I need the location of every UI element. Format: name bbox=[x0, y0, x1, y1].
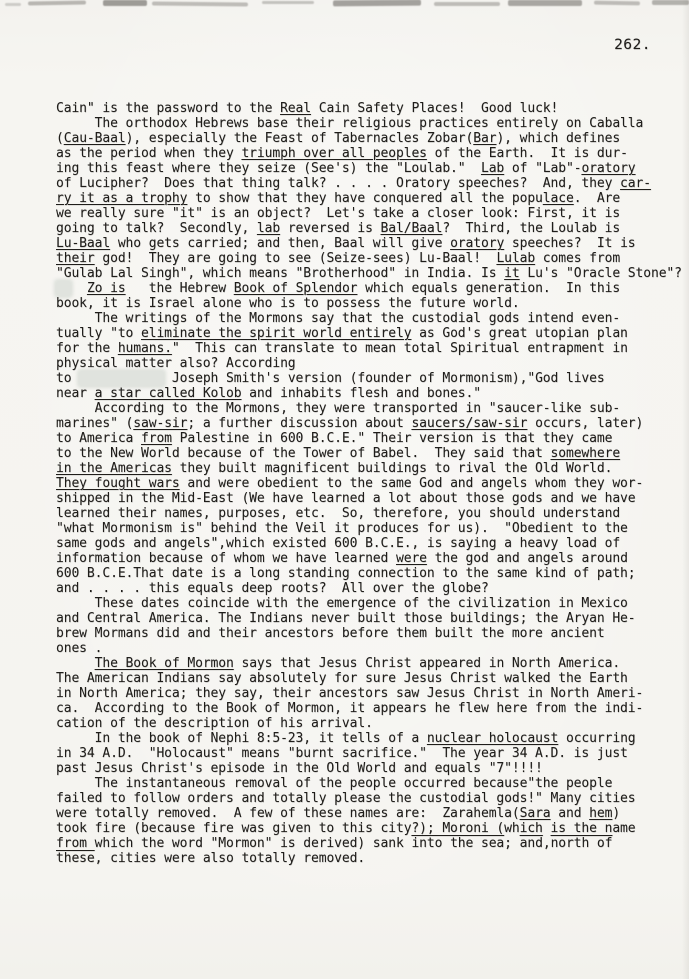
text-line bbox=[56, 446, 682, 461]
scan-artifact bbox=[333, 0, 421, 6]
scan-artifact bbox=[508, 0, 582, 6]
text-segment: book, it is Israel alone who is to possess the future world. bbox=[56, 296, 520, 311]
text-segment: brew Mormans did and their ancestors before them built the more ancient bbox=[56, 626, 605, 641]
underlined-text: Lab bbox=[480, 161, 505, 176]
text-segment: in 34 A.D. "Holocaust" means "burnt sacrifice." The year 34 A.D. is just bbox=[56, 746, 628, 761]
text-line bbox=[56, 716, 682, 731]
text-segment: were totally removed. A few of these names are: Zarahemla( bbox=[56, 806, 520, 821]
underlined-text: saw-sir bbox=[133, 416, 188, 431]
text-line bbox=[56, 251, 682, 266]
overstruck-text: $\overline{and}$ bbox=[519, 836, 543, 851]
text-segment: speeches? It is bbox=[504, 236, 636, 251]
text-segment: In the book of Nephi 8:5-23, it tells of a bbox=[56, 731, 427, 746]
underlined-text: in the Americas bbox=[56, 461, 172, 476]
text-line bbox=[56, 146, 682, 161]
underlined-text: Zo is bbox=[86, 281, 126, 296]
text-line bbox=[56, 386, 682, 401]
text-line bbox=[56, 356, 682, 371]
text-segment: and . . . . this equals deep roots? All over the globe? bbox=[56, 581, 489, 596]
text-segment: The American Indians say absolutely for sure Jesus Christ walked the Earth bbox=[56, 671, 628, 686]
text-segment bbox=[71, 281, 86, 296]
text-segment: " This can translate to mean total Spiritual entrapment in bbox=[171, 341, 628, 356]
text-segment: Lu's "Oracle Stone"? bbox=[519, 266, 682, 281]
text-segment: cation of the description of his arrival. bbox=[56, 716, 373, 731]
text-line bbox=[56, 686, 682, 701]
text-segment: and bbox=[550, 806, 590, 821]
text-segment: as God's great utopian plan bbox=[411, 326, 628, 341]
text-line bbox=[56, 656, 682, 671]
underlined-text: it bbox=[504, 266, 520, 281]
underlined-text: their bbox=[56, 251, 95, 266]
underlined-text: Sara bbox=[519, 806, 551, 821]
text-line bbox=[56, 176, 682, 191]
text-line bbox=[56, 371, 682, 386]
text-segment: Palestine in 600 B.C.E." Their version is that they came bbox=[171, 431, 613, 446]
text-segment: physical matter also? According bbox=[56, 356, 296, 371]
text-segment: from which the word "Mormon" is derived) sank bbox=[56, 836, 412, 851]
scan-artifact bbox=[28, 0, 86, 5]
text-segment: we really sure "it" is an object? Let's take a closer look: First, it is bbox=[56, 206, 621, 221]
text-segment: shipped in the Mid-East (We have learned a lot about those gods and we have bbox=[56, 491, 636, 506]
text-segment: occurs, later) bbox=[527, 416, 644, 431]
text-segment: for the bbox=[56, 341, 118, 356]
text-line bbox=[56, 806, 682, 821]
text-line bbox=[56, 266, 682, 281]
underlined-text: were bbox=[395, 551, 427, 566]
text-segment: as the period when they bbox=[56, 146, 242, 161]
text-line bbox=[56, 281, 682, 296]
text-segment: near bbox=[56, 386, 95, 401]
text-line bbox=[56, 491, 682, 506]
text-line bbox=[56, 101, 682, 116]
text-line bbox=[56, 296, 682, 311]
text-segment: who gets carried; and then, Baal will give bbox=[110, 236, 451, 251]
text-line bbox=[56, 851, 682, 866]
text-segment: , cities were also totally removed. bbox=[94, 851, 366, 866]
text-segment: took fire (because fire was given to this city?); Moroni (which is the name bbox=[56, 821, 636, 836]
text-segment: to bbox=[56, 371, 80, 386]
text-segment: ; bbox=[504, 836, 520, 851]
overstruck-text: into the sea bbox=[411, 836, 505, 851]
scan-artifact bbox=[594, 1, 640, 6]
text-segment: tually "to bbox=[56, 326, 141, 341]
text-segment: to show that they have conquered all the popu bbox=[187, 191, 543, 206]
text-segment: ( bbox=[56, 131, 64, 146]
scan-artifact bbox=[5, 3, 21, 6]
text-line bbox=[56, 131, 682, 146]
text-segment: in North America; they say, their ancestors saw Jesus Christ in North Ameri- bbox=[56, 686, 644, 701]
text-segment: "what Mormonism is" behind the Veil it produces for us). "Obedient to the bbox=[56, 521, 628, 536]
text-line bbox=[56, 341, 682, 356]
text-segment: reversed is bbox=[280, 221, 381, 236]
text-line bbox=[56, 776, 682, 791]
text-segment: , bbox=[542, 836, 551, 851]
text-segment: ), especially the Feast of Tabernacles Zobar( bbox=[125, 131, 474, 146]
scan-artifact bbox=[434, 2, 500, 6]
text-line bbox=[56, 536, 682, 551]
text-line bbox=[56, 761, 682, 776]
text-line bbox=[56, 671, 682, 686]
text-line bbox=[56, 206, 682, 221]
underlined-text: Bal/Baal bbox=[380, 221, 443, 236]
text-line bbox=[56, 521, 682, 536]
underlined-text: lace bbox=[542, 191, 574, 206]
text-segment: "Gulab Lal Singh", which means "Brotherhood" in India. Is bbox=[56, 266, 505, 281]
text-segment: comes from bbox=[535, 251, 621, 266]
text-segment: ing this feast where they seize (See's) the "Loulab." bbox=[56, 161, 481, 176]
text-segment: ) bbox=[612, 806, 621, 821]
text-segment: The instantaneous removal of the people occurred because"the people bbox=[56, 776, 613, 791]
text-line bbox=[56, 476, 682, 491]
scan-artifact bbox=[152, 1, 248, 6]
text-line bbox=[56, 836, 682, 851]
text-line bbox=[56, 731, 682, 746]
text-segment: failed to follow orders and totally please the custodial gods!" Many cities bbox=[56, 791, 636, 806]
text-segment: Cain Safety Places! Good luck! bbox=[311, 101, 559, 116]
text-segment: The writings of the Mormons say that the custodial gods intend even- bbox=[56, 311, 621, 326]
text-segment: of "Lab"- bbox=[504, 161, 582, 176]
underlined-text: lab bbox=[256, 221, 281, 236]
text-line bbox=[56, 551, 682, 566]
text-line bbox=[56, 431, 682, 446]
underlined-text: Bar bbox=[473, 131, 497, 146]
text-segment: going to talk? Secondly, bbox=[56, 221, 257, 236]
text-line bbox=[56, 116, 682, 131]
text-segment bbox=[56, 656, 95, 671]
underlined-text: a star called Kolob bbox=[94, 386, 242, 401]
whiteout-smudge bbox=[56, 281, 71, 296]
text-line bbox=[56, 566, 682, 581]
text-line bbox=[56, 191, 682, 206]
underlined-text: hem bbox=[589, 806, 613, 821]
text-segment: ones . bbox=[56, 641, 103, 656]
text-segment: ca. According to the Book of Mormon, it appears he flew here from the indi- bbox=[56, 701, 644, 716]
text-segment: to the New World because of the Tower of Babel. They said that bbox=[56, 446, 551, 461]
underlined-text: The Book of Mormon bbox=[94, 656, 234, 671]
underlined-text: Lulab bbox=[496, 251, 536, 266]
page-number: 262. bbox=[614, 37, 651, 53]
underlined-text: eliminate the spirit world entirely bbox=[141, 326, 412, 341]
text-line bbox=[56, 746, 682, 761]
text-segment: According to the Mormons, they were transported in "saucer-like sub- bbox=[56, 401, 621, 416]
text-line bbox=[56, 611, 682, 626]
text-segment: Joseph Smith's version (founder of Mormonism),"God lives bbox=[164, 371, 605, 386]
underlined-text: Cau-Baal bbox=[63, 131, 126, 146]
text-segment: which equals generation. In this bbox=[357, 281, 621, 296]
text-segment: they built magnificent buildings to rival the Old World. bbox=[171, 461, 613, 476]
text-segment: and inhabits flesh and bones." bbox=[241, 386, 481, 401]
text-line bbox=[56, 401, 682, 416]
underlined-text: oratory bbox=[581, 161, 636, 176]
text-segment: . Are bbox=[573, 191, 621, 206]
text-line bbox=[56, 791, 682, 806]
underlined-text: from bbox=[141, 431, 172, 446]
text-segment: ? Third, the Loulab is bbox=[442, 221, 621, 236]
document-text bbox=[56, 101, 682, 866]
text-segment: 600 B.C.E.That date is a long standing connection to the same kind of path; bbox=[56, 566, 636, 581]
text-segment: learned their names, purposes, etc. So, therefore, you should understand bbox=[56, 506, 621, 521]
text-line bbox=[56, 701, 682, 716]
text-segment: These dates coincide with the emergence of the civilization in Mexico bbox=[56, 596, 628, 611]
underlined-text: Real bbox=[280, 101, 311, 116]
underlined-text: ry it as a trophy bbox=[56, 191, 188, 206]
text-line bbox=[56, 311, 682, 326]
text-segment: The orthodox Hebrews base their religious practices entirely on Caballa bbox=[56, 116, 644, 131]
text-segment: past Jesus Christ's episode in the Old World and equals "7"!!!! bbox=[56, 761, 543, 776]
underlined-text: triumph over all peoples bbox=[241, 146, 427, 161]
overstruck-text: these bbox=[56, 851, 95, 866]
underlined-text: car- bbox=[620, 176, 651, 191]
text-line bbox=[56, 221, 682, 236]
underlined-text: humans. bbox=[117, 341, 172, 356]
overstruck-text: north of bbox=[550, 836, 613, 851]
text-line bbox=[56, 596, 682, 611]
text-line bbox=[56, 236, 682, 251]
underlined-text: Lu-Baal bbox=[56, 236, 111, 251]
text-line bbox=[56, 506, 682, 521]
text-segment: says that Jesus Christ appeared in North America. bbox=[233, 656, 621, 671]
text-segment: the Hebrew bbox=[125, 281, 234, 296]
text-line bbox=[56, 461, 682, 476]
text-segment: ), which defines bbox=[496, 131, 621, 146]
text-line bbox=[56, 416, 682, 431]
underlined-text: somewhere bbox=[550, 446, 621, 461]
text-line bbox=[56, 641, 682, 656]
whiteout-smudge bbox=[79, 371, 164, 386]
text-segment: ; a further discussion about bbox=[187, 416, 412, 431]
text-line bbox=[56, 581, 682, 596]
text-line bbox=[56, 626, 682, 641]
text-segment: and were obedient to the same God and angels whom they wor- bbox=[179, 476, 644, 491]
scan-edge-shade bbox=[682, 0, 689, 979]
underlined-text: saucers/saw-sir bbox=[411, 416, 528, 431]
text-segment: to America bbox=[56, 431, 141, 446]
text-segment: same gods and angels",which existed 600 B.C.E., is saying a heavy load of bbox=[56, 536, 621, 551]
text-line bbox=[56, 161, 682, 176]
underlined-text: They fought wars bbox=[56, 476, 180, 491]
text-segment: the god and angels around bbox=[426, 551, 628, 566]
scan-artifact bbox=[262, 1, 314, 4]
text-segment: and Central America. The Indians never built those buildings; the Aryan He- bbox=[56, 611, 636, 626]
text-line bbox=[56, 326, 682, 341]
text-line bbox=[56, 821, 682, 836]
text-segment: god! They are going to see (Seize-sees) Lu-Baal! bbox=[94, 251, 497, 266]
text-segment: of Lucipher? Does that thing talk? . . . . Oratory speeches? And, they bbox=[56, 176, 621, 191]
text-segment: information because of whom we have learned bbox=[56, 551, 396, 566]
scan-artifact bbox=[103, 0, 147, 6]
text-segment: of the Earth. It is dur- bbox=[426, 146, 628, 161]
underlined-text: oratory bbox=[450, 236, 505, 251]
text-segment: marines" ( bbox=[56, 416, 134, 431]
underlined-text: nuclear holocaust bbox=[426, 731, 559, 746]
text-segment: occurring bbox=[558, 731, 636, 746]
text-segment: Cain" is the password to the bbox=[56, 101, 281, 116]
underlined-text: Book of Splendor bbox=[233, 281, 358, 296]
